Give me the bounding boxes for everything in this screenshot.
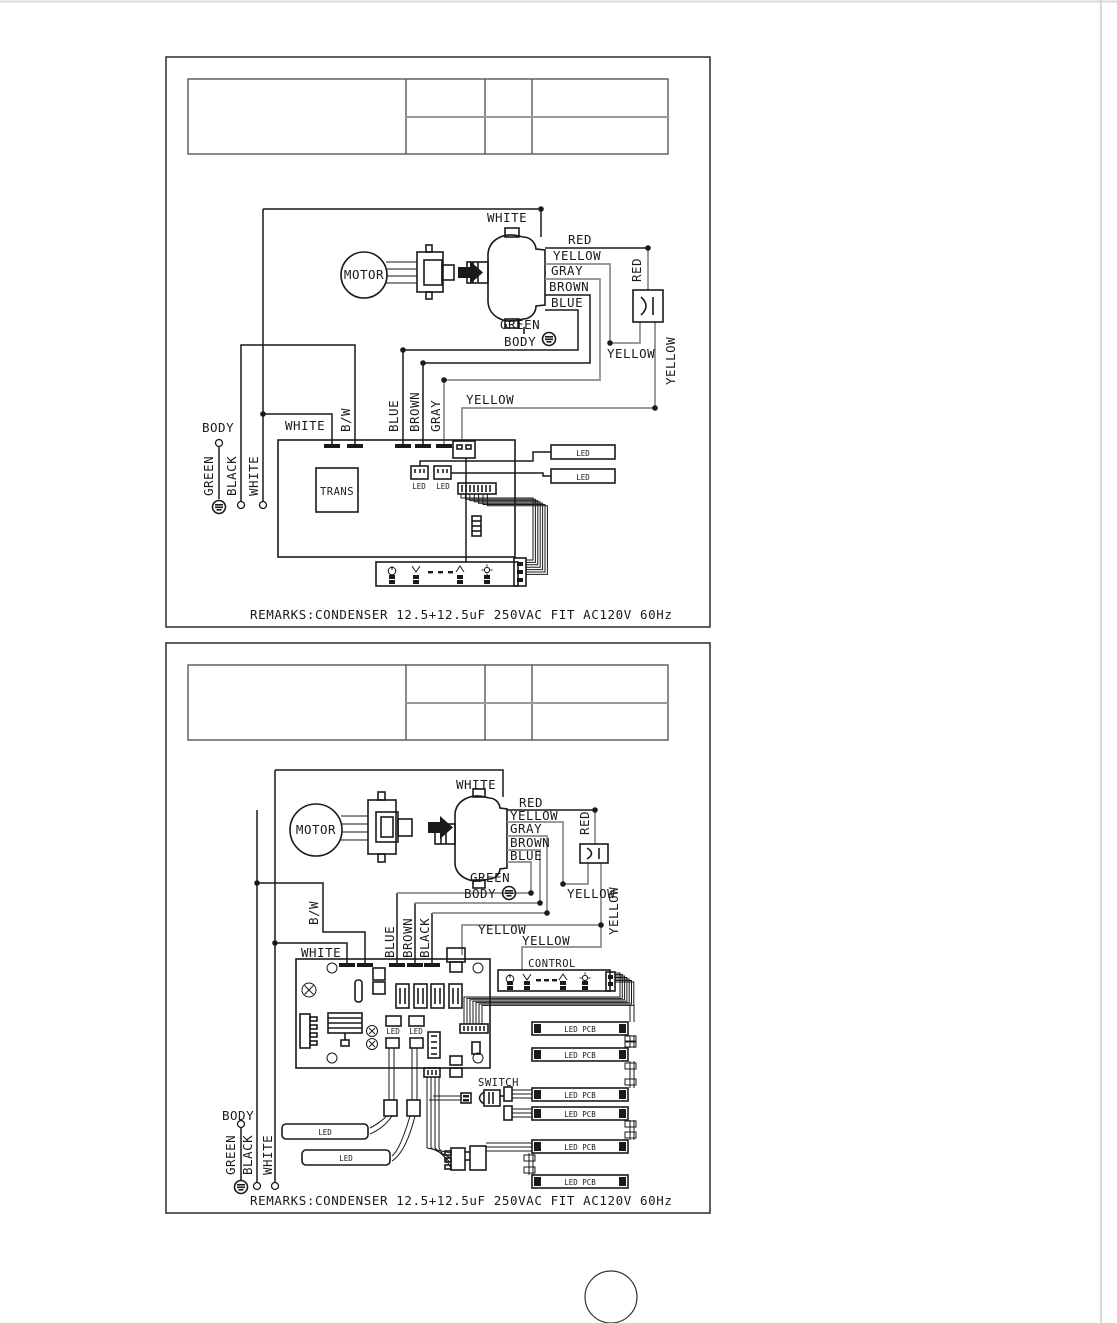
mating-connector-b [465, 1146, 486, 1170]
white-left-label: WHITE [246, 455, 261, 496]
control-strip-bottom [498, 958, 615, 991]
power-icon [388, 566, 396, 575]
yellow-label: YELLOW [553, 248, 602, 263]
title-block-table-top [188, 79, 668, 154]
bw-label: B/W [306, 900, 321, 925]
white-top-label: WHITE [487, 210, 528, 225]
led-pcb-chain [486, 1022, 636, 1188]
led-connectors-bottom [386, 1016, 424, 1026]
yellow-h-label: YELLOW [607, 346, 656, 361]
pcb-bottom [296, 948, 490, 1077]
bottom-component-1 [450, 1056, 462, 1065]
control-strip-top [376, 558, 526, 586]
led-pcb-label: LED PCB [564, 1091, 596, 1100]
multipin-connector-bottom [460, 1024, 488, 1033]
pcb-terminals-bottom [339, 963, 440, 967]
arrow-icon [458, 261, 483, 284]
yellow-board-label: YELLOW [466, 392, 515, 407]
motor-assembly-bottom [290, 792, 453, 862]
speed-up-icon [456, 566, 464, 572]
bottom-component-2 [450, 1068, 462, 1077]
remarks-bottom: REMARKS:CONDENSER 12.5+12.5uF 250VAC FIT AC120V 60Hz [250, 1193, 673, 1208]
body-left-label: BODY [202, 420, 235, 435]
control-label: CONTROL [528, 958, 576, 970]
led-modules-top [420, 445, 615, 483]
black-left-label: BLACK [224, 455, 239, 496]
diagram-top [166, 57, 710, 627]
red-label: RED [519, 795, 544, 810]
pcb-terminals-top [324, 444, 452, 448]
bw-label: B/W [338, 407, 353, 432]
labels-top [201, 210, 678, 622]
small-component [472, 1042, 480, 1054]
white-board-label: WHITE [285, 418, 326, 433]
led-conn-label-2: LED [436, 482, 450, 491]
led-pcb-label: LED PCB [564, 1178, 596, 1187]
switch-label: SWITCH [478, 1077, 519, 1089]
body-label: BODY [504, 334, 537, 349]
gray-label: GRAY [510, 821, 543, 836]
body-label: BODY [464, 886, 497, 901]
speed-down-icon [523, 974, 531, 980]
led-bar-connector-2 [407, 1100, 420, 1116]
switch-feed-connectors [500, 1087, 512, 1120]
body-ground-icon-top [543, 333, 556, 346]
motor-leads [341, 816, 368, 840]
white-board-label: WHITE [301, 945, 342, 960]
led-connectors-top [411, 466, 451, 479]
motor-connector [417, 245, 454, 299]
brown-board-label: BROWN [407, 391, 422, 432]
speed-ticks [536, 979, 557, 981]
blue-board-label: BLUE [382, 925, 397, 958]
junction-dots-top [260, 206, 658, 417]
yellow-3-label: YELLOW [522, 933, 571, 948]
led-pcb-label: LED PCB [564, 1110, 596, 1119]
speed-up-icon [559, 974, 567, 980]
white-top-label: WHITE [456, 777, 497, 792]
screw-icon [302, 983, 316, 997]
relays [396, 984, 462, 1008]
green-label: GREEN [470, 870, 511, 885]
fuse [373, 968, 385, 994]
round-components [367, 1026, 378, 1050]
body-left-label: BODY [222, 1108, 255, 1123]
speed-down-icon [412, 566, 420, 572]
brown-label: BROWN [510, 835, 551, 850]
lamp-component-top [633, 290, 663, 322]
gray-label: GRAY [551, 263, 584, 278]
led-conn-label-2: LED [409, 1027, 423, 1036]
yellow-2-label: YELLOW [478, 922, 527, 937]
led-conn-label-1: LED [412, 482, 426, 491]
gray-board-label: GRAY [428, 399, 443, 432]
led-module-label-2: LED [576, 473, 590, 482]
brown-board-label: BROWN [400, 917, 415, 958]
led-bar-label-2: LED [339, 1154, 353, 1163]
transformer-bottom [328, 1013, 362, 1046]
diagram-top-frame [166, 57, 710, 627]
labels-bottom [222, 777, 673, 1208]
switch-connector [461, 1093, 471, 1103]
red-vertical-label: RED [629, 257, 644, 282]
blue-label: BLUE [510, 848, 543, 863]
below-pcb-connector [424, 1068, 440, 1077]
motor-label: MOTOR [295, 822, 337, 837]
small-component-top [472, 516, 481, 536]
blue-board-label: BLUE [386, 399, 401, 432]
brown-label: BROWN [549, 279, 590, 294]
yellow-label: YELLOW [510, 808, 559, 823]
green-left-label: GREEN [223, 1134, 238, 1175]
motor-leads [386, 262, 417, 283]
motor-connector [368, 792, 412, 862]
capacitor [355, 980, 362, 1002]
multipin-connector-top [458, 483, 496, 494]
black-board-label: BLACK [417, 917, 432, 958]
led-pcb-label: LED PCB [564, 1143, 596, 1152]
led-bar-label-1: LED [318, 1128, 332, 1137]
page-number-circle [585, 1271, 637, 1323]
led-bar-connector-1 [384, 1100, 397, 1116]
blue-label: BLUE [551, 295, 584, 310]
switch-body [480, 1090, 501, 1106]
tall-connector [428, 1032, 440, 1058]
title-block-table-bottom [188, 665, 668, 740]
transformer-label: TRANS [319, 486, 355, 498]
led-bars-bottom [282, 1048, 420, 1165]
speed-ticks [428, 571, 453, 573]
green-label: GREEN [500, 317, 541, 332]
motor-label: MOTOR [343, 267, 385, 282]
green-left-label: GREEN [201, 455, 216, 496]
red-vertical-label: RED [577, 810, 592, 835]
remarks-top: REMARKS:CONDENSER 12.5+12.5uF 250VAC FIT AC120V 60Hz [250, 607, 673, 622]
harness-bundle-bottom [427, 1077, 486, 1170]
lamp-component-bottom [580, 844, 608, 863]
white-left-label: WHITE [260, 1134, 275, 1175]
yellow-connector-top [453, 441, 475, 458]
yellow-vertical-label: YELLOW [663, 336, 678, 385]
ground-icon [213, 501, 226, 514]
diagram-bottom [166, 643, 710, 1213]
motor-assembly-top [341, 245, 483, 299]
black-left-label: BLACK [240, 1134, 255, 1175]
mating-connector-a [445, 1148, 465, 1170]
ground-icon [235, 1181, 248, 1194]
red-label: RED [568, 232, 593, 247]
yellow-1-label: YELLOW [567, 886, 616, 901]
led-module-label-1: LED [576, 449, 590, 458]
led-conn-label-1: LED [386, 1027, 400, 1036]
light-icon [482, 565, 493, 576]
left-connector-comb [300, 1014, 317, 1048]
lower-connectors [386, 1038, 423, 1048]
led-pcb-label: LED PCB [564, 1025, 596, 1034]
yellow-vertical-label: YELLOW [606, 886, 621, 935]
led-pcb-label: LED PCB [564, 1051, 596, 1060]
